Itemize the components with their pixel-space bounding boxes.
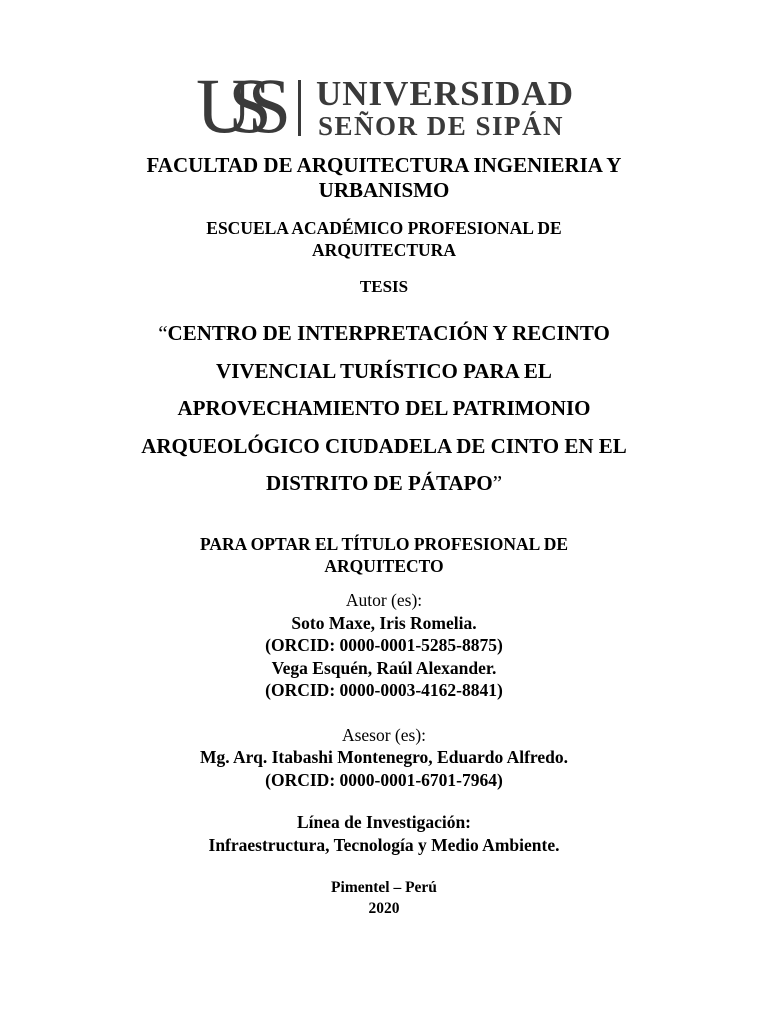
advisor-orcid: (ORCID: 0000-0001-6701-7964): [265, 769, 503, 790]
research-line: [0, 811, 768, 857]
title-line: APROVECHAMIENTO DEL PATRIMONIO: [177, 396, 591, 420]
research-line-value: Infraestructura, Tecnología y Medio Ambiente.: [208, 835, 560, 855]
degree-heading: [0, 533, 768, 577]
title-line: DISTRITO DE PÁTAPO”: [265, 471, 503, 495]
year: 2020: [368, 900, 400, 917]
university-logo: [196, 62, 596, 149]
document-type: TESIS: [359, 277, 409, 296]
title-line: “CENTRO DE INTERPRETACIÓN Y RECINTO: [158, 321, 610, 345]
title-close-quote: ”: [492, 471, 503, 495]
author-orcid: (ORCID: 0000-0003-4162-8841): [265, 680, 503, 700]
advisor-label: Asesor (es):: [341, 724, 427, 745]
author-orcid: (ORCID: 0000-0001-5285-8875): [265, 635, 503, 655]
author-name: Vega Esquén, Raúl Alexander.: [271, 657, 497, 678]
faculty-line: URBANISMO: [318, 178, 450, 202]
place-date: [0, 877, 768, 919]
university-name: UNIVERSIDAD: [316, 74, 574, 113]
university-subtitle: SEÑOR DE SIPÁN: [318, 111, 565, 141]
title-open-quote: “: [158, 321, 168, 345]
school-heading: [0, 217, 768, 261]
title-line: VIVENCIAL TURÍSTICO PARA EL: [216, 358, 552, 383]
spacer: [0, 702, 768, 724]
research-line-label: Línea de Investigación:: [296, 812, 472, 832]
faculty-line: FACULTAD DE ARQUITECTURA INGENIERIA Y: [146, 153, 622, 177]
thesis-title: [0, 315, 768, 503]
uss-monogram: USS: [196, 62, 268, 149]
degree-line: PARA OPTAR EL TÍTULO PROFESIONAL DE: [199, 534, 569, 554]
advisor-name: Mg. Arq. Itabashi Montenegro, Eduardo Alfredo.: [199, 747, 569, 767]
faculty-heading: [0, 153, 768, 203]
credits-block: [0, 589, 768, 791]
school-line: ESCUELA ACADÉMICO PROFESIONAL DE: [206, 218, 562, 238]
logo-divider: [298, 80, 301, 136]
degree-line: ARQUITECTO: [324, 556, 444, 576]
authors-label: Autor (es):: [345, 590, 423, 610]
author-name: Soto Maxe, Iris Romelia.: [291, 612, 477, 633]
school-line: ARQUITECTURA: [312, 240, 456, 260]
title-line: ARQUEOLÓGICO CIUDADELA DE CINTO EN EL: [141, 433, 627, 458]
place: Pimentel – Perú: [331, 879, 437, 896]
